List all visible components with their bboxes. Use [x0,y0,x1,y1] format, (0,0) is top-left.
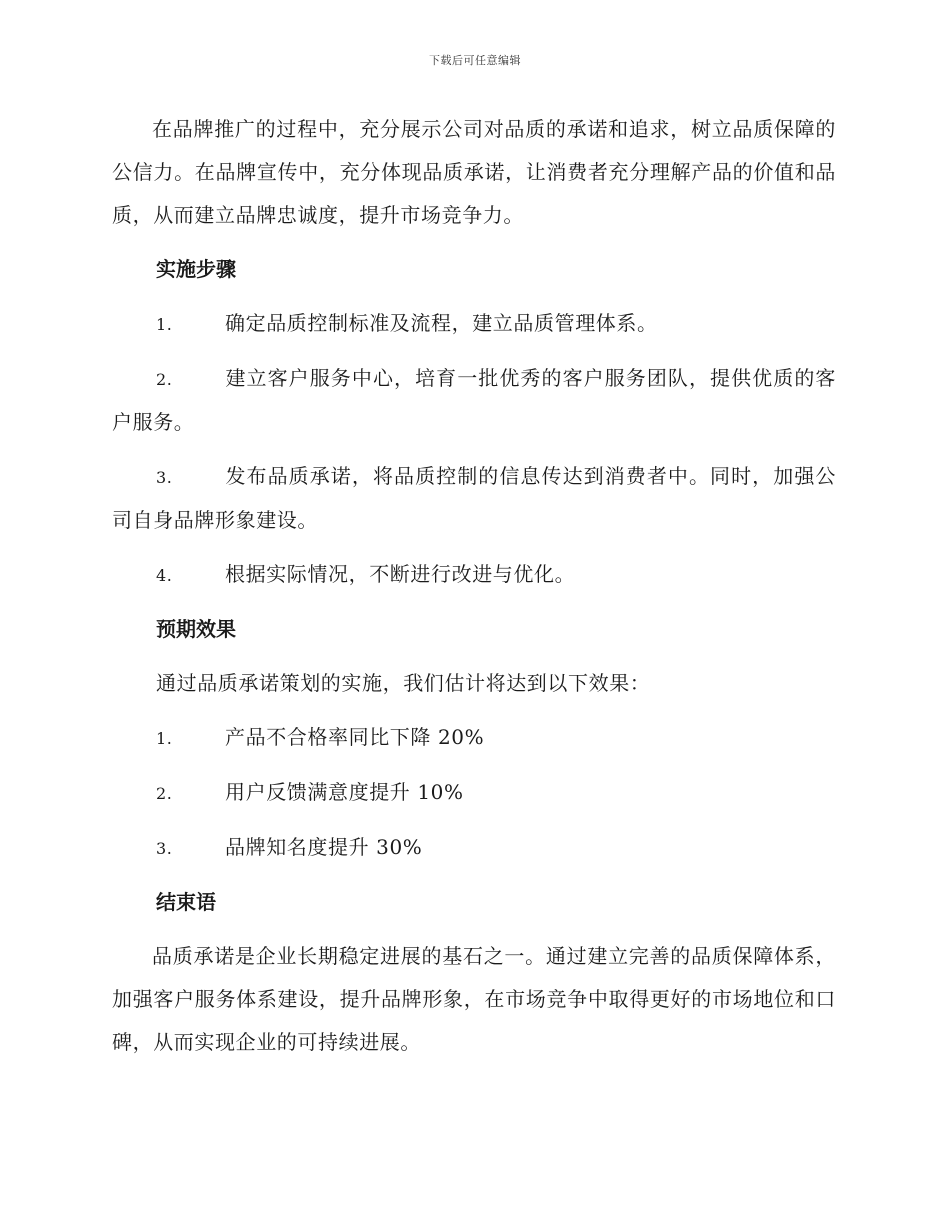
list-item [112,771,836,815]
list-item [112,357,836,444]
list-text: 根据实际情况，不断进行改进与优化。 [225,562,576,586]
list-number: 2. [156,784,173,803]
list-text: 品牌知名度提升 30% [225,835,423,859]
list-text: 建立客户服务中心，培育一批优秀的客户服务团队，提供优质的客户服务。 [112,366,836,434]
section-heading-effects: 预期效果 [156,617,236,641]
list-text: 确定品质控制标准及流程，建立品质管理体系。 [225,311,658,335]
list-number: 3. [156,468,173,487]
list-item [112,553,836,597]
list-number: 4. [156,566,173,585]
list-number: 2. [156,370,173,389]
conclusion-paragraph: 品质承诺是企业长期稳定进展的基石之一。通过建立完善的品质保障体系，加强客户服务体系建设，提升品牌形象，在市场竞争中取得更好的市场地位和口碑，从而实现企业的可持续进展。 [112,944,836,1054]
intro-paragraph: 在品牌推广的过程中，充分展示公司对品质的承诺和追求，树立品质保障的公信力。在品牌宣传中，充分体现品质承诺，让消费者充分理解产品的价值和品质，从而建立品牌忠诚度，提升市场竞争力。 [112,117,836,227]
list-item [112,455,836,542]
list-text: 用户反馈满意度提升 10% [225,780,464,804]
list-item [112,826,836,870]
list-item [112,302,836,346]
list-text: 发布品质承诺，将品质控制的信息传达到消费者中。同时，加强公司自身品牌形象建设。 [112,464,836,532]
list-number: 1. [156,315,173,334]
section-heading-conclusion: 结束语 [156,890,216,914]
effects-intro: 通过品质承诺策划的实施，我们估计将达到以下效果： [156,671,651,695]
list-number: 1. [156,729,173,748]
list-item [112,716,836,760]
page-header: 下载后可任意编辑 [429,54,521,67]
list-text: 产品不合格率同比下降 20% [225,725,485,749]
list-number: 3. [156,839,173,858]
section-heading-steps: 实施步骤 [156,257,236,281]
document-body [112,108,836,1075]
